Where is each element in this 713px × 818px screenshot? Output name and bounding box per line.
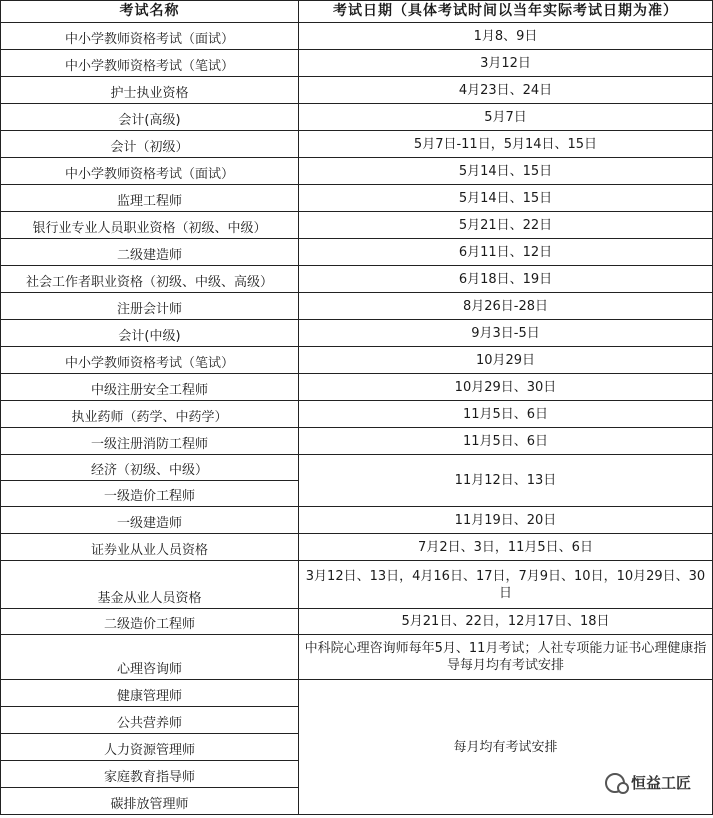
table-row	[1, 401, 713, 428]
exam-name: 一级建造师	[1, 507, 299, 534]
exam-date: 5月14日、15日	[299, 158, 713, 185]
table-row	[1, 374, 713, 401]
exam-date: 5月14日、15日	[299, 185, 713, 212]
table-row	[1, 104, 713, 131]
exam-name: 监理工程师	[1, 185, 299, 212]
exam-date: 5月7日	[299, 104, 713, 131]
exam-date: 5月7日-11日，5月14日、15日	[299, 131, 713, 158]
table-row	[1, 293, 713, 320]
exam-date: 11月19日、20日	[299, 507, 713, 534]
table-row	[1, 680, 713, 707]
table-row	[1, 266, 713, 293]
exam-name: 会计（初级）	[1, 131, 299, 158]
watermark	[605, 772, 691, 793]
exam-name: 二级建造师	[1, 239, 299, 266]
table-row	[1, 534, 713, 561]
exam-date: 3月12日、13日，4月16日、17日，7月9日、10日，10月29日、30日	[299, 561, 713, 609]
exam-name: 中级注册安全工程师	[1, 374, 299, 401]
exam-name: 会计(高级)	[1, 104, 299, 131]
exam-date: 9月3日-5日	[299, 320, 713, 347]
table-row	[1, 50, 713, 77]
exam-name: 护士执业资格	[1, 77, 299, 104]
exam-name: 中小学教师资格考试（面试）	[1, 158, 299, 185]
exam-name: 银行业专业人员职业资格（初级、中级）	[1, 212, 299, 239]
exam-date: 11月5日、6日	[299, 401, 713, 428]
exam-date: 每月均有考试安排	[299, 680, 713, 815]
exam-date: 5月21日、22日，12月17日、18日	[299, 609, 713, 635]
exam-name: 中小学教师资格考试（面试）	[1, 23, 299, 50]
exam-name: 二级造价工程师	[1, 609, 299, 635]
table-row	[1, 320, 713, 347]
table-row	[1, 158, 713, 185]
exam-date: 11月5日、6日	[299, 428, 713, 455]
exam-name: 注册会计师	[1, 293, 299, 320]
table-row	[1, 455, 713, 481]
exam-name: 证券业从业人员资格	[1, 534, 299, 561]
table-row	[1, 507, 713, 534]
table-row	[1, 635, 713, 680]
exam-name: 人力资源管理师	[1, 734, 299, 761]
table-header-row	[1, 1, 713, 23]
exam-date: 5月21日、22日	[299, 212, 713, 239]
table-row	[1, 23, 713, 50]
exam-name: 会计(中级)	[1, 320, 299, 347]
table-row	[1, 347, 713, 374]
exam-date: 7月2日、3日，11月5日、6日	[299, 534, 713, 561]
wechat-icon	[605, 773, 625, 793]
table-row	[1, 212, 713, 239]
exam-name: 一级注册消防工程师	[1, 428, 299, 455]
exam-name: 中小学教师资格考试（笔试）	[1, 50, 299, 77]
exam-name: 经济（初级、中级）	[1, 455, 299, 481]
exam-date: 8月26日-28日	[299, 293, 713, 320]
table-row	[1, 239, 713, 266]
exam-date: 4月23日、24日	[299, 77, 713, 104]
exam-name: 心理咨询师	[1, 635, 299, 680]
exam-name: 基金从业人员资格	[1, 561, 299, 609]
exam-date: 3月12日	[299, 50, 713, 77]
table-row	[1, 185, 713, 212]
exam-date: 6月11日、12日	[299, 239, 713, 266]
exam-name: 社会工作者职业资格（初级、中级、高级）	[1, 266, 299, 293]
header-exam-date: 考试日期（具体考试时间以当年实际考试日期为准）	[299, 1, 713, 23]
table-row	[1, 77, 713, 104]
header-exam-name: 考试名称	[1, 1, 299, 23]
watermark-text: 恒益工匠	[630, 774, 691, 792]
exam-date: 中科院心理咨询师每年5月、11月考试；人社专项能力证书心理健康指导每月均有考试安排	[299, 635, 713, 680]
exam-date: 1月8、9日	[299, 23, 713, 50]
table-row	[1, 561, 713, 609]
exam-date: 11月12日、13日	[299, 455, 713, 507]
exam-name: 碳排放管理师	[1, 788, 299, 815]
exam-date: 10月29日、30日	[299, 374, 713, 401]
exam-name: 一级造价工程师	[1, 481, 299, 507]
table-row	[1, 609, 713, 635]
exam-name: 执业药师（药学、中药学）	[1, 401, 299, 428]
exam-name: 中小学教师资格考试（笔试）	[1, 347, 299, 374]
exam-date: 6月18日、19日	[299, 266, 713, 293]
exam-name: 家庭教育指导师	[1, 761, 299, 788]
exam-name: 健康管理师	[1, 680, 299, 707]
exam-date: 10月29日	[299, 347, 713, 374]
table-row	[1, 428, 713, 455]
table-row	[1, 131, 713, 158]
exam-name: 公共营养师	[1, 707, 299, 734]
